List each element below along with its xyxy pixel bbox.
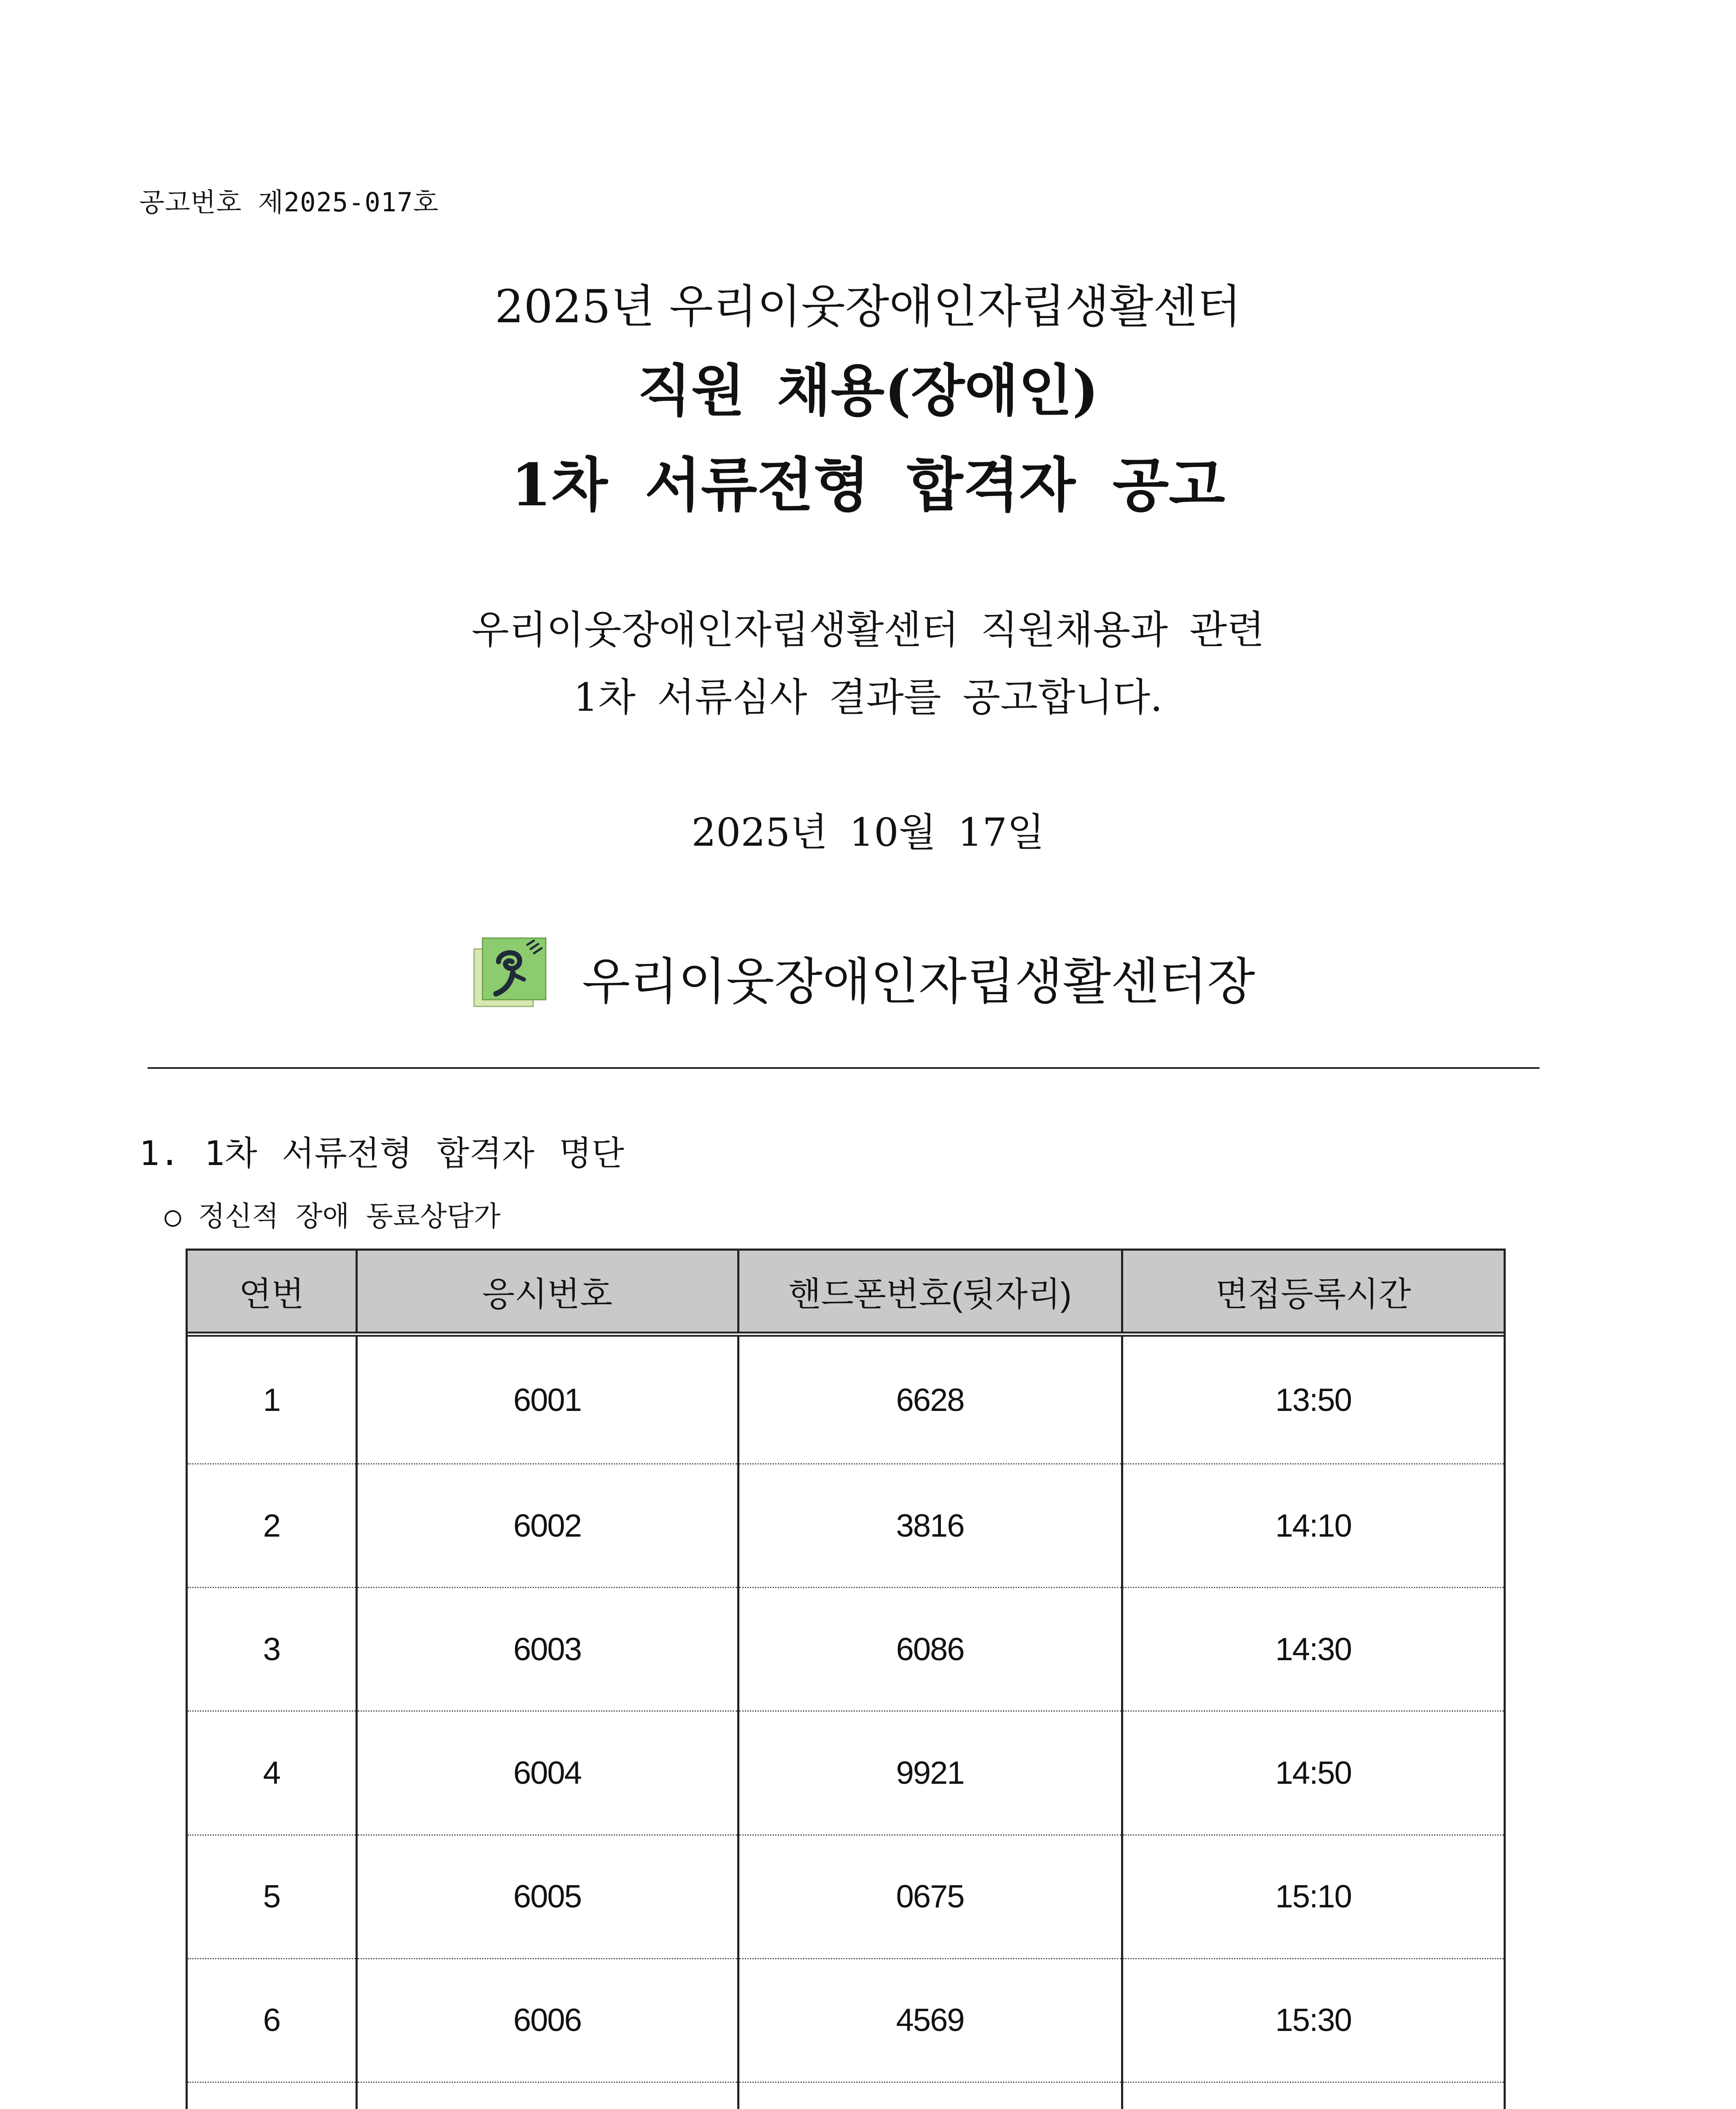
cell-interview-time: 14:30 bbox=[1122, 1588, 1504, 1711]
cell-phone-suffix: 0675 bbox=[738, 1835, 1122, 1958]
cell-applicant-number: 6004 bbox=[356, 1711, 738, 1835]
cell-applicant-number: 6005 bbox=[356, 1835, 738, 1958]
cell-serial: 1 bbox=[188, 1334, 356, 1464]
cell-interview-time: 14:10 bbox=[1122, 1464, 1504, 1588]
table-row bbox=[188, 1334, 1504, 1464]
body-text-line-1: 우리이웃장애인자립생활센터 직원채용과 관련 bbox=[472, 607, 1264, 653]
center-logo-icon bbox=[472, 932, 548, 1008]
table-row bbox=[188, 1835, 1504, 1958]
cell-applicant-number: 6003 bbox=[356, 1588, 738, 1711]
passers-table bbox=[186, 1249, 1506, 2109]
announcement-date: 2025년 10월 17일 bbox=[691, 810, 1045, 855]
horizontal-divider bbox=[148, 1067, 1539, 1069]
circle-bullet-icon: ○ bbox=[164, 1200, 181, 1232]
column-header-phone-suffix: 핸드폰번호(뒷자리) bbox=[738, 1251, 1122, 1334]
cell-applicant-number bbox=[356, 2082, 738, 2109]
cell-phone-suffix: 9921 bbox=[738, 1711, 1122, 1835]
table-row bbox=[188, 1958, 1504, 2082]
cell-serial: 2 bbox=[188, 1464, 356, 1588]
organization-name: 우리이웃장애인자립생활센터장 bbox=[582, 952, 1255, 1011]
cell-serial: 4 bbox=[188, 1711, 356, 1835]
body-text-line-2: 1차 서류심사 결과를 공고합니다. bbox=[573, 675, 1163, 720]
table-row bbox=[188, 1588, 1504, 1711]
page-title: 1차 서류전형 합격자 공고 bbox=[511, 450, 1225, 519]
cell-serial: 3 bbox=[188, 1588, 356, 1711]
cell-serial: 5 bbox=[188, 1835, 356, 1958]
column-header-interview-time: 면접등록시간 bbox=[1122, 1251, 1504, 1334]
cell-phone-suffix: 6628 bbox=[738, 1334, 1122, 1464]
cell-serial bbox=[188, 2082, 356, 2109]
cell-interview-time: 15:30 bbox=[1122, 1958, 1504, 2082]
cell-applicant-number: 6006 bbox=[356, 1958, 738, 2082]
organization-signature bbox=[472, 932, 1400, 1011]
column-header-applicant-number: 응시번호 bbox=[356, 1251, 738, 1334]
column-header-serial: 연번 bbox=[188, 1251, 356, 1334]
sub-heading bbox=[164, 1194, 501, 1234]
cell-interview-time: 13:50 bbox=[1122, 1334, 1504, 1464]
cell-serial: 6 bbox=[188, 1958, 356, 2082]
table-header-row bbox=[188, 1251, 1504, 1334]
title-line-2: 직원 채용(장애인) bbox=[637, 358, 1099, 423]
cell-applicant-number: 6001 bbox=[356, 1334, 738, 1464]
notice-number: 공고번호 제2025-017호 bbox=[139, 187, 439, 218]
cell-phone-suffix bbox=[738, 2082, 1122, 2109]
table-row bbox=[188, 2082, 1504, 2109]
cell-interview-time: 15:10 bbox=[1122, 1835, 1504, 1958]
table-row bbox=[188, 1464, 1504, 1588]
cell-interview-time: 14:50 bbox=[1122, 1711, 1504, 1835]
cell-phone-suffix: 4569 bbox=[738, 1958, 1122, 2082]
table-row bbox=[188, 1711, 1504, 1835]
cell-interview-time bbox=[1122, 2082, 1504, 2109]
title-line-1: 2025년 우리이웃장애인자립생활센터 bbox=[495, 280, 1241, 333]
cell-phone-suffix: 6086 bbox=[738, 1588, 1122, 1711]
cell-phone-suffix: 3816 bbox=[738, 1464, 1122, 1588]
cell-applicant-number: 6002 bbox=[356, 1464, 738, 1588]
sub-heading-text: 정신적 장애 동료상담가 bbox=[198, 1200, 501, 1232]
section-heading: 1. 1차 서류전형 합격자 명단 bbox=[139, 1134, 624, 1173]
